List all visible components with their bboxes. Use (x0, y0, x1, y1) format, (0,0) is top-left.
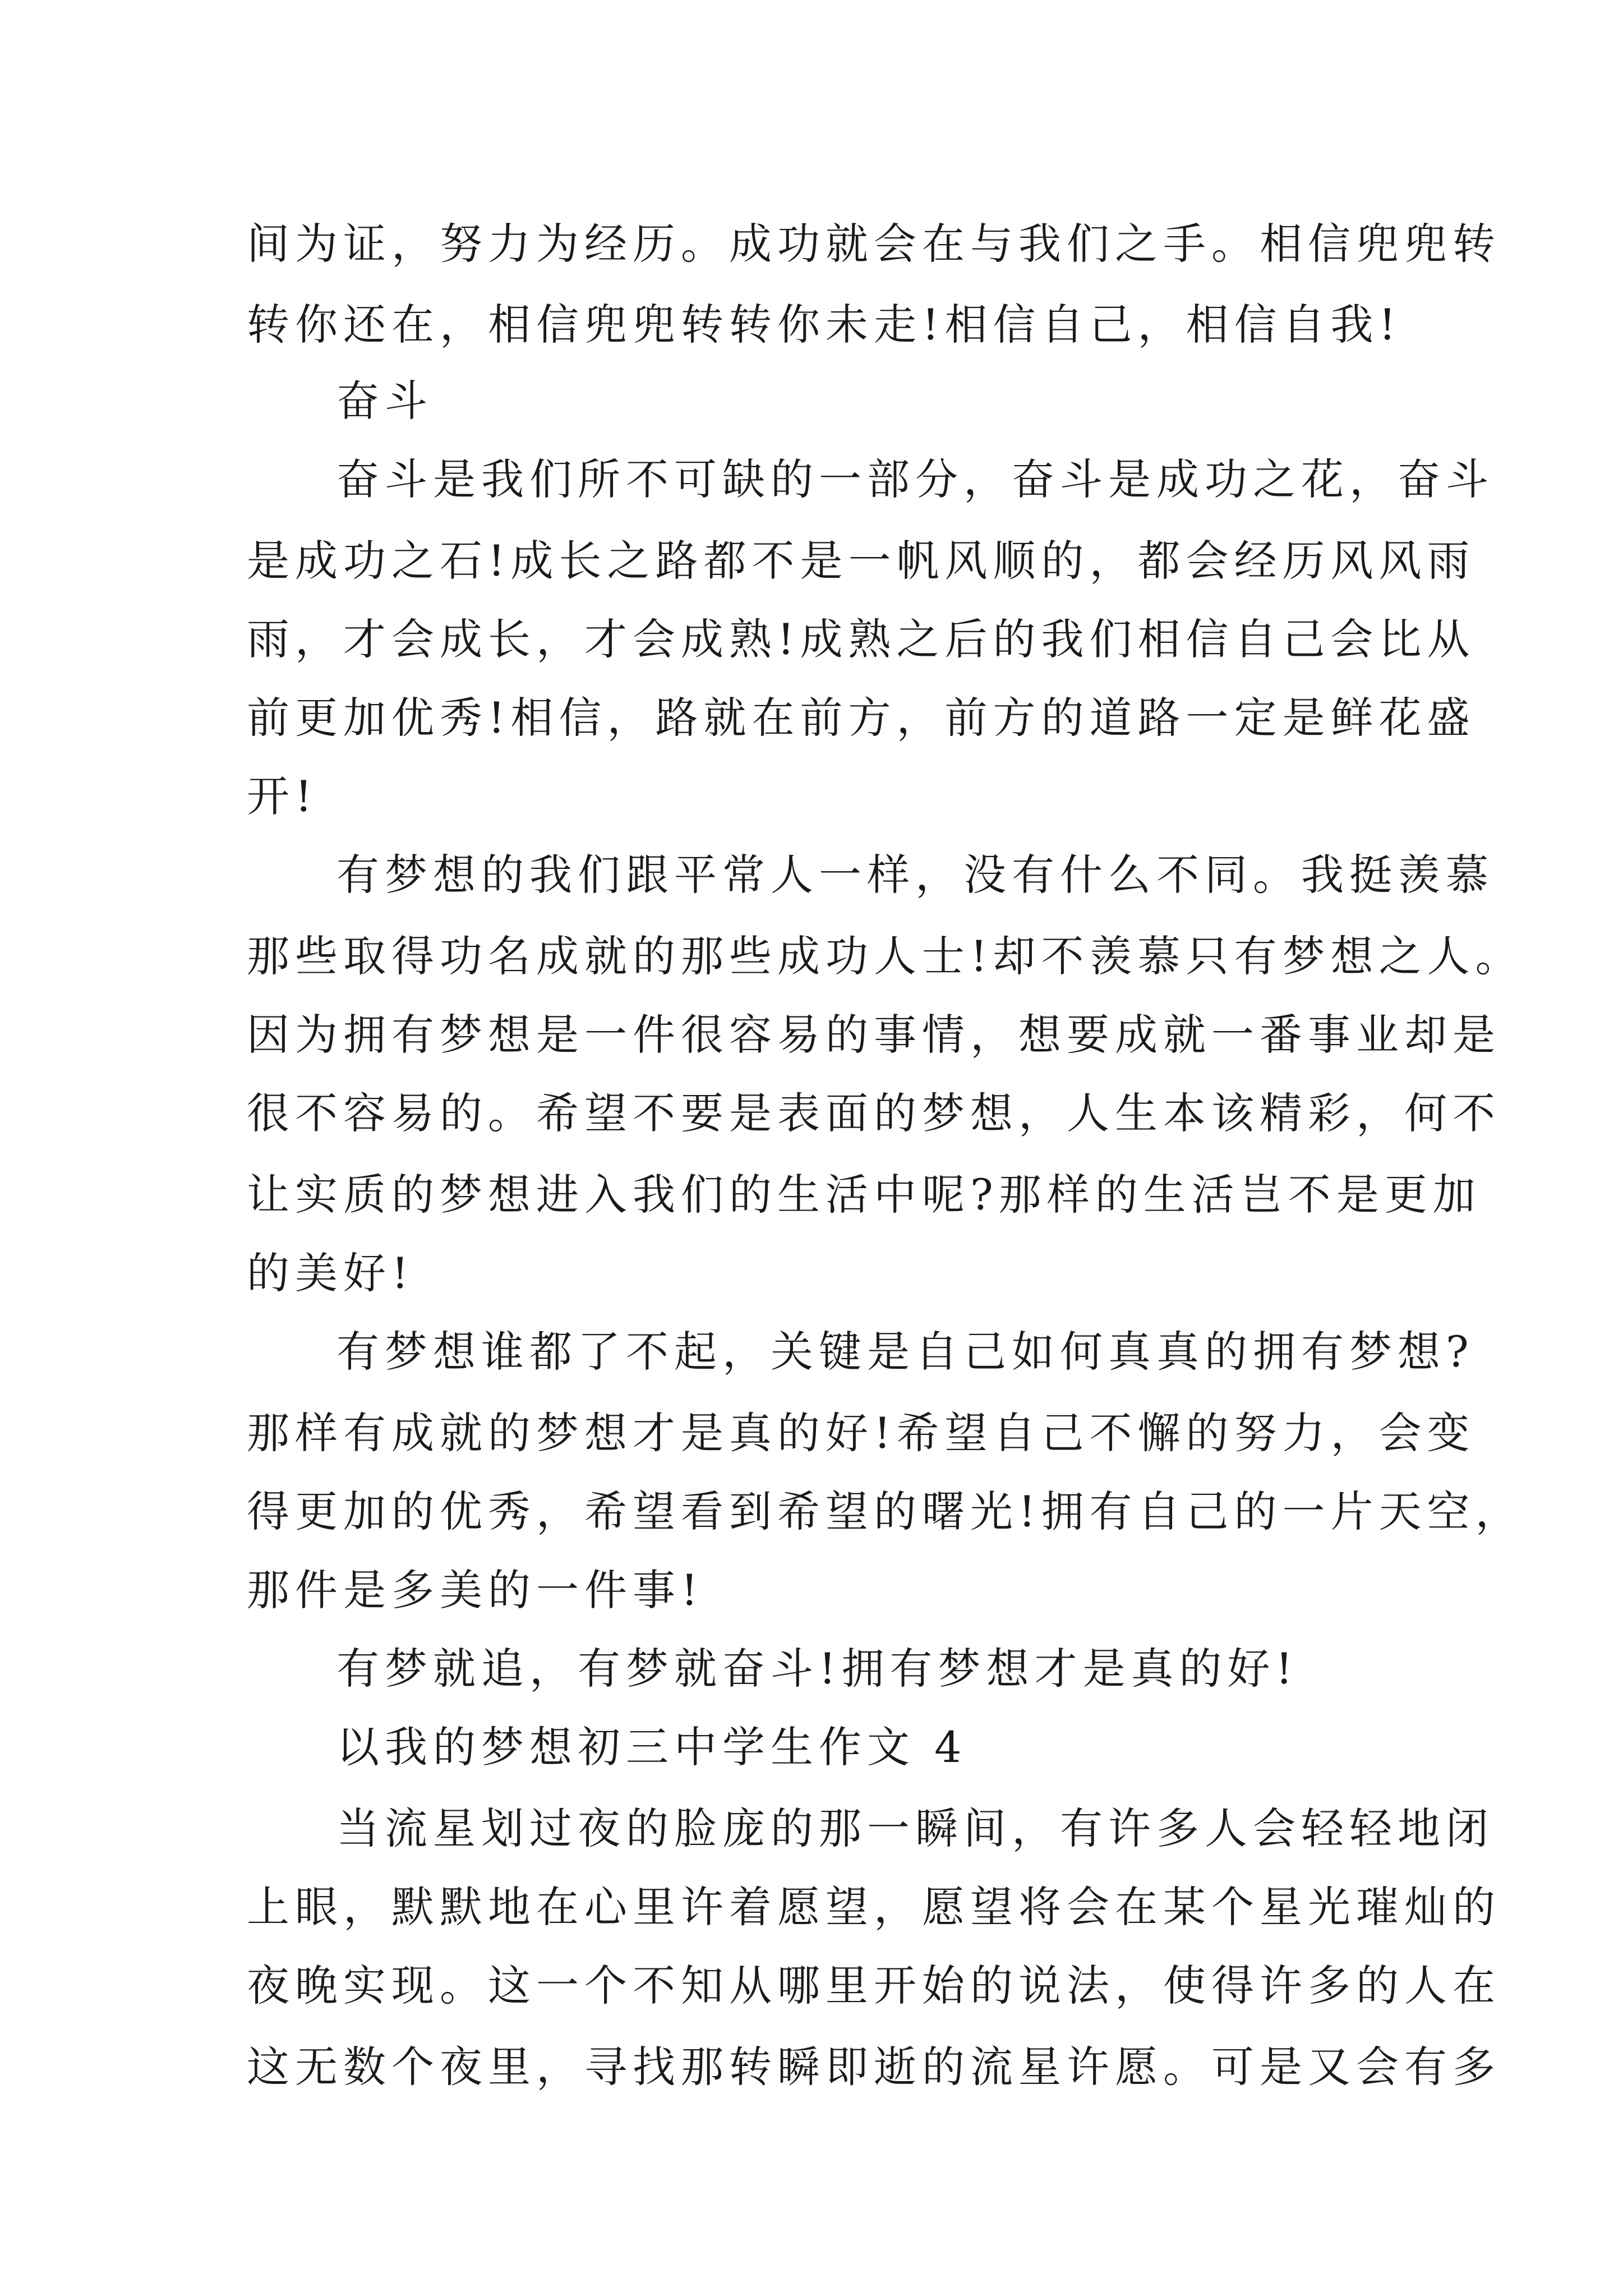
text-line: 这无数个夜里，寻找那转瞬即逝的流星许愿。可是又会有多 (247, 2042, 1501, 2092)
text-line: 让实质的梦想进入我们的生活中呢?那样的生活岂不是更加 (247, 1170, 1481, 1220)
text-line: 转你还在，相信兜兜转转你未走!相信自己，相信自我! (247, 300, 1402, 349)
text-line: 因为拥有梦想是一件很容易的事情，想要成就一番事业却是 (247, 1010, 1501, 1060)
text-line: 开! (247, 771, 318, 821)
text-line: 很不容易的。希望不要是表面的梦想，人生本该精彩，何不 (247, 1088, 1501, 1138)
section-heading: 奋斗 (336, 376, 433, 426)
text-line: 是成功之石!成长之路都不是一帆风顺的，都会经历风风雨 (247, 536, 1476, 586)
essay-title: 以我的梦想初三中学生作文 4 (336, 1722, 967, 1772)
paragraph-line: 有梦就追，有梦就奋斗!拥有梦想才是真的好! (336, 1644, 1299, 1694)
text-line: 得更加的优秀，希望看到希望的曙光!拥有自己的一片天空， (247, 1487, 1524, 1536)
text-line: 间为证，努力为经历。成功就会在与我们之手。相信兜兜转 (247, 219, 1501, 269)
text-line: 那些取得功名成就的那些成功人士!却不羡慕只有梦想之人。 (247, 931, 1524, 981)
text-line: 那样有成就的梦想才是真的好!希望自己不懈的努力，会变 (247, 1408, 1476, 1458)
paragraph-line: 当流星划过夜的脸庞的那一瞬间，有许多人会轻轻地闭 (336, 1803, 1494, 1853)
text-line: 雨，才会成长，才会成熟!成熟之后的我们相信自己会比从 (247, 614, 1476, 664)
paragraph-line: 有梦想谁都了不起，关键是自己如何真真的拥有梦想? (336, 1327, 1474, 1377)
text-line: 那件是多美的一件事! (247, 1565, 704, 1615)
text-line: 夜晚实现。这一个不知从哪里开始的说法，使得许多的人在 (247, 1961, 1501, 2010)
paragraph-line: 奋斗是我们所不可缺的一部分，奋斗是成功之花，奋斗 (336, 454, 1494, 504)
text-line: 的美好! (247, 1248, 414, 1298)
paragraph-line: 有梦想的我们跟平常人一样，没有什么不同。我挺羡慕 (336, 850, 1494, 900)
text-line: 上眼，默默地在心里许着愿望，愿望将会在某个星光璀灿的 (247, 1882, 1501, 1932)
text-line: 前更加优秀!相信，路就在前方，前方的道路一定是鲜花盛 (247, 693, 1476, 743)
